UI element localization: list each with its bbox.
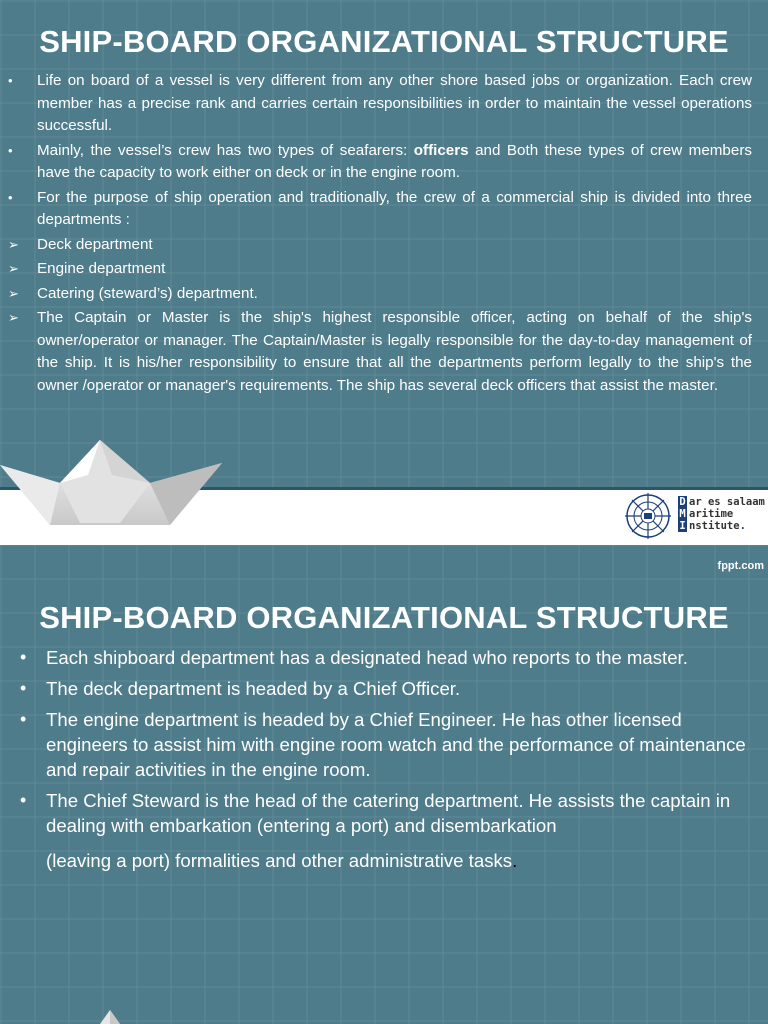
bullet-marker: •: [20, 709, 27, 729]
bullet-text: Each shipboard department has a designated head who reports to the master.: [46, 647, 688, 668]
bullet-marker: •: [20, 790, 27, 810]
logo-initial: M: [679, 508, 686, 520]
arrow-marker: ➢: [8, 261, 19, 276]
arrow-item-text: Deck department: [37, 235, 153, 253]
list-item: [18, 645, 748, 670]
bullet-marker: •: [20, 678, 27, 698]
fppt-watermark: fppt.com: [717, 560, 764, 572]
bullet-text: The engine department is headed by a Chief Engineer. He has other licensed engineers to assist him with engine room watch and the performance of maintenance and repair activities in the engine room.: [46, 709, 746, 780]
bullet-marker: •: [20, 647, 27, 667]
bullet-text: (leaving a port) formalities and other administrative tasks: [46, 850, 513, 871]
arrow-item-text: Catering (steward’s) department.: [37, 284, 258, 302]
paper-boat-icon: [0, 435, 222, 535]
bullet-text: and Both these types of crew members have the capacity to work either on deck or in the engine room.: [37, 141, 752, 181]
bullet-text: Life on board of a vessel is very different from any other shore based jobs or organization. Each crew member has a precise rank and carries certain responsibilities in order to maintain the vessel operations successful.: [37, 72, 752, 134]
bullet-bold-text: officers: [413, 141, 469, 159]
arrow-marker: ➢: [8, 310, 19, 325]
list-item: [18, 676, 748, 701]
logo-initial: D: [679, 496, 686, 508]
bullet-text: The Chief Steward is the head of the catering department. He assists the captain in dealing with embarkation (entering a port) and disembarkation: [46, 790, 731, 836]
list-item: [8, 140, 752, 185]
slide-1-bullet-list: [8, 70, 752, 399]
arrow-marker: ➢: [8, 285, 19, 301]
slide-2-bullet-list: [18, 645, 748, 879]
logo-initial: I: [679, 520, 686, 532]
bullet-marker: •: [8, 189, 13, 205]
list-item: [18, 707, 748, 782]
bullet-text-continued: [46, 848, 748, 873]
list-item: [8, 234, 752, 257]
bullet-marker: •: [8, 73, 13, 88]
logo-dot: .: [739, 520, 746, 532]
bullet-text: The deck department is headed by a Chief Officer.: [46, 678, 461, 699]
logo-word: ar es salaam: [689, 496, 765, 508]
list-item: [8, 307, 752, 397]
list-item: [8, 283, 752, 306]
slide-2-title: SHIP-BOARD ORGANIZATIONAL STRUCTURE: [39, 600, 729, 635]
slide-1-title: SHIP-BOARD ORGANIZATIONAL STRUCTURE: [39, 24, 729, 59]
list-item: [8, 70, 752, 138]
bullet-text: For the purpose of ship operation and traditionally, the crew of a commercial ship is divided into three departments :: [37, 188, 752, 228]
arrow-marker: ➢: [8, 236, 19, 252]
list-item: [8, 187, 752, 232]
arrow-item-text: Engine department: [37, 260, 166, 277]
bullet-end-dot: .: [512, 850, 518, 871]
list-item: [18, 788, 748, 873]
dmi-emblem-icon: [624, 492, 672, 540]
logo-word: nstitute: [689, 520, 740, 532]
bullet-marker: •: [8, 142, 13, 158]
list-item: [8, 258, 752, 281]
dmi-logo: [624, 490, 768, 542]
dmi-logo-text: [678, 496, 765, 532]
slide-2: [0, 545, 768, 1024]
bullet-text: Mainly, the vessel’s crew has two types of seafarers:: [37, 141, 414, 159]
arrow-item-text: The Captain or Master is the ship's highest responsible officer, acting on behalf of the ship's owner/operator or manager. The Captain/Master is legally responsible for the day-to-day management of the ship. It is his/her responsibility to ensure that all the departments perform legally to the ship's the owner /operator or manager's requirements. The ship has several deck officers that assist the master.: [37, 309, 752, 394]
logo-word: aritime: [689, 508, 734, 520]
paper-boat-icon: [90, 1010, 130, 1024]
